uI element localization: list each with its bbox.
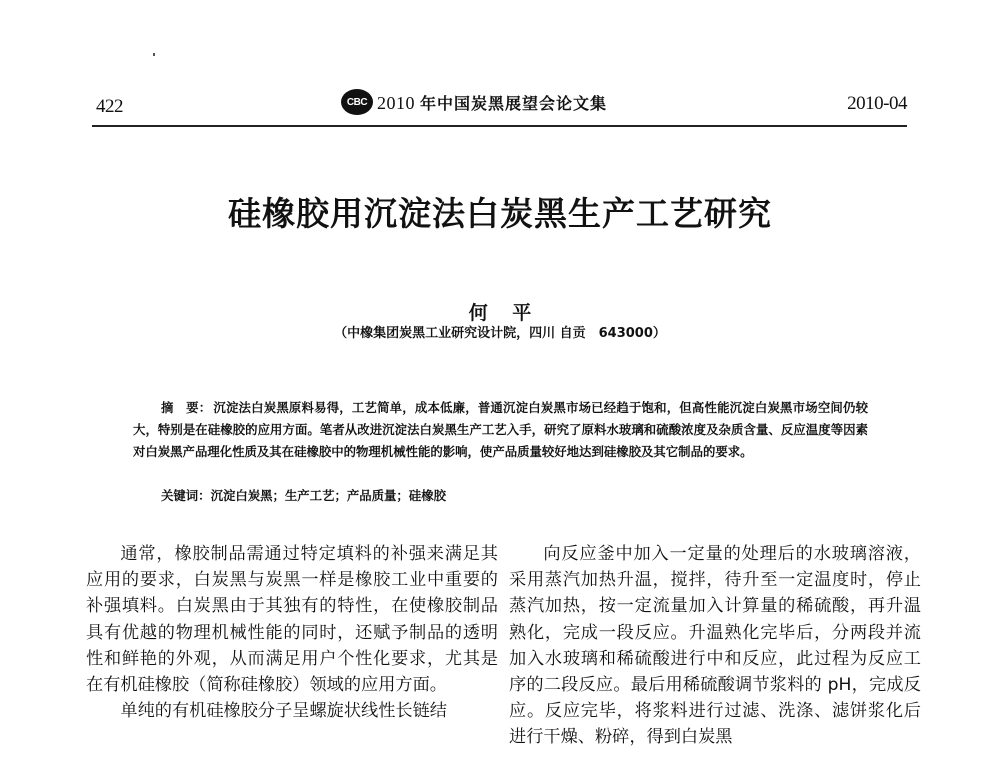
- running-header-title: [341, 88, 607, 116]
- author-name: 何 平: [468, 302, 532, 324]
- body-column-right: [509, 541, 921, 751]
- keywords: [161, 486, 446, 504]
- header-divider: [92, 125, 907, 127]
- body-column-left: [86, 541, 498, 724]
- author-affiliation: （中橡集团炭黑工业研究设计院，四川 自贡 643000）: [334, 326, 666, 341]
- abstract-label: 摘 要：: [161, 400, 212, 415]
- cbc-logo-icon: CBC: [341, 89, 373, 115]
- keywords-text: 沉淀白炭黑；生产工艺；产品质量；硅橡胶: [210, 488, 446, 503]
- abstract: [133, 397, 868, 463]
- scan-speck: [153, 53, 155, 56]
- page-number: 422: [96, 96, 123, 117]
- proceedings-name: 年中国炭黑展望会论文集: [420, 93, 608, 113]
- paragraph: 向反应釜中加入一定量的处理后的水玻璃溶液，采用蒸汽加热升温，搅拌，待升至一定温度时，停止蒸汽加热，按一定流量加入计算量的稀硫酸，再升温熟化，完成一段反应。升温熟化完毕后，分两段并流加入水玻璃和稀硫酸进行中和反应，此过程为反应工序的二段反应。最后用稀硫酸调节浆料的 pH，完成反应。反应完毕，将浆料进行过滤、洗涤、滤饼浆化后进行干燥、粉碎，得到白炭黑: [509, 544, 921, 748]
- paragraph: 通常，橡胶制品需通过特定填料的补强来满足其应用的要求，白炭黑与炭黑一样是橡胶工业中重要的补强填料。白炭黑由于其独有的特性，在使橡胶制品具有优越的物理机械性能的同时，还赋予制品的透明性和鲜艳的外观，从而满足用户个性化要求，尤其是在有机硅橡胶（简称硅橡胶）领域的应用方面。: [86, 544, 498, 696]
- article-title: 硅橡胶用沉淀法白炭黑生产工艺研究: [228, 194, 772, 233]
- paragraph: 单纯的有机硅橡胶分子呈螺旋状线性长链结: [120, 701, 447, 722]
- keywords-label: 关键词：: [161, 488, 211, 503]
- proceedings-year: 2010: [377, 92, 415, 113]
- proceedings-title: [377, 91, 607, 114]
- abstract-text: 沉淀法白炭黑原料易得，工艺简单，成本低廉，普通沉淀白炭黑市场已经趋于饱和，但高性能沉淀白炭黑市场空间仍较大，特别是在硅橡胶的应用方面。笔者从改进沉淀法白炭黑生产工艺入手，研究了原料水玻璃和硫酸浓度及杂质含量、反应温度等因素对白炭黑产品理化性质及其在硅橡胶中的物理机械性能的影响，使产品质量较好地达到硅橡胶及其它制品的要求。: [133, 400, 869, 459]
- issue-date: 2010-04: [847, 93, 907, 114]
